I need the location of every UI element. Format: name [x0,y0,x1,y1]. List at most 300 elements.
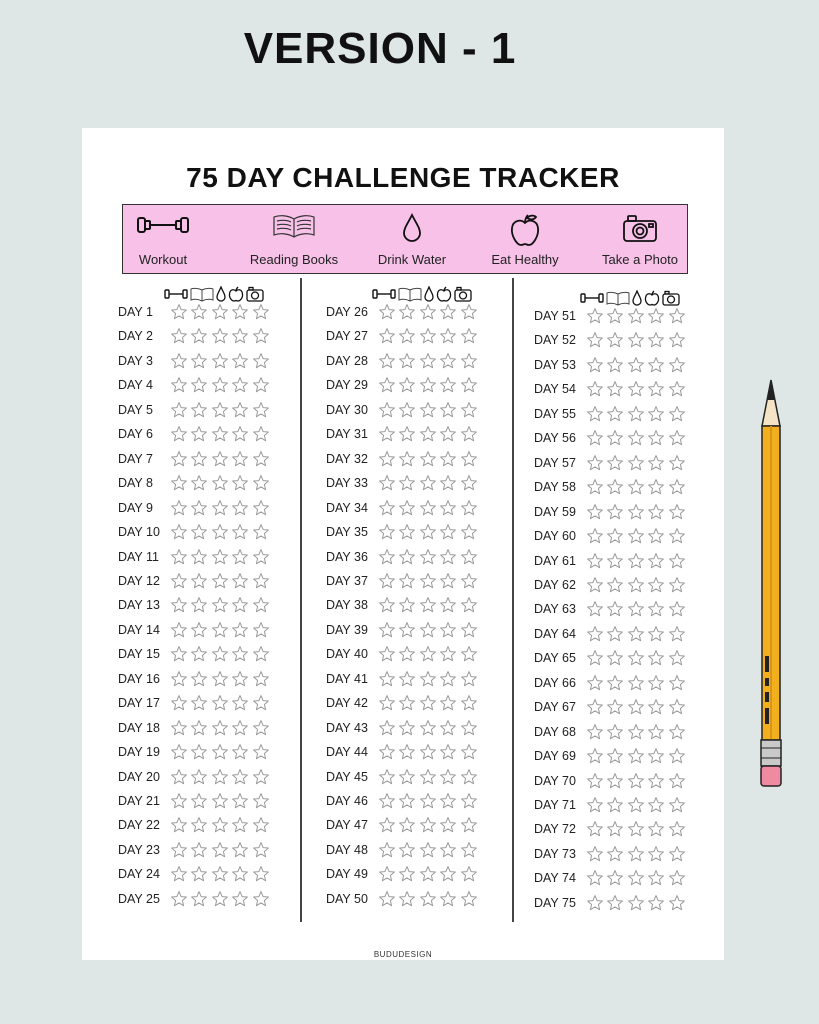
star-checkbox-icon[interactable] [170,352,188,370]
star-checkbox-icon[interactable] [586,747,604,765]
star-checkbox-icon[interactable] [460,621,478,639]
star-checkbox-icon[interactable] [439,548,457,566]
star-checkbox-icon[interactable] [378,768,396,786]
star-checkbox-icon[interactable] [668,796,686,814]
star-checkbox-icon[interactable] [378,572,396,590]
star-checkbox-icon[interactable] [252,768,270,786]
star-checkbox-icon[interactable] [378,352,396,370]
star-checkbox-icon[interactable] [211,645,229,663]
star-checkbox-icon[interactable] [378,645,396,663]
star-checkbox-icon[interactable] [439,743,457,761]
star-checkbox-icon[interactable] [252,303,270,321]
star-checkbox-icon[interactable] [211,865,229,883]
star-checkbox-icon[interactable] [170,743,188,761]
star-checkbox-icon[interactable] [231,499,249,517]
star-checkbox-icon[interactable] [252,645,270,663]
star-checkbox-icon[interactable] [378,450,396,468]
star-checkbox-icon[interactable] [252,352,270,370]
star-checkbox-icon[interactable] [252,865,270,883]
star-checkbox-icon[interactable] [419,841,437,859]
star-checkbox-icon[interactable] [606,454,624,472]
star-checkbox-icon[interactable] [460,352,478,370]
star-checkbox-icon[interactable] [398,352,416,370]
star-checkbox-icon[interactable] [211,841,229,859]
star-checkbox-icon[interactable] [252,694,270,712]
star-checkbox-icon[interactable] [231,816,249,834]
star-checkbox-icon[interactable] [190,474,208,492]
star-checkbox-icon[interactable] [606,478,624,496]
star-checkbox-icon[interactable] [606,649,624,667]
star-checkbox-icon[interactable] [439,719,457,737]
star-checkbox-icon[interactable] [231,572,249,590]
star-checkbox-icon[interactable] [586,796,604,814]
star-checkbox-icon[interactable] [606,625,624,643]
star-checkbox-icon[interactable] [231,719,249,737]
star-checkbox-icon[interactable] [170,816,188,834]
star-checkbox-icon[interactable] [627,478,645,496]
star-checkbox-icon[interactable] [170,548,188,566]
star-checkbox-icon[interactable] [627,503,645,521]
star-checkbox-icon[interactable] [378,596,396,614]
star-checkbox-icon[interactable] [170,670,188,688]
star-checkbox-icon[interactable] [419,572,437,590]
star-checkbox-icon[interactable] [419,743,437,761]
star-checkbox-icon[interactable] [668,869,686,887]
star-checkbox-icon[interactable] [378,621,396,639]
star-checkbox-icon[interactable] [170,401,188,419]
star-checkbox-icon[interactable] [398,743,416,761]
star-checkbox-icon[interactable] [252,376,270,394]
star-checkbox-icon[interactable] [190,890,208,908]
star-checkbox-icon[interactable] [668,405,686,423]
star-checkbox-icon[interactable] [460,596,478,614]
star-checkbox-icon[interactable] [647,405,665,423]
star-checkbox-icon[interactable] [398,621,416,639]
star-checkbox-icon[interactable] [439,768,457,786]
star-checkbox-icon[interactable] [586,698,604,716]
star-checkbox-icon[interactable] [606,894,624,912]
star-checkbox-icon[interactable] [170,523,188,541]
star-checkbox-icon[interactable] [378,523,396,541]
star-checkbox-icon[interactable] [606,307,624,325]
star-checkbox-icon[interactable] [668,576,686,594]
star-checkbox-icon[interactable] [647,772,665,790]
star-checkbox-icon[interactable] [460,401,478,419]
star-checkbox-icon[interactable] [190,768,208,786]
star-checkbox-icon[interactable] [460,768,478,786]
star-checkbox-icon[interactable] [190,670,208,688]
star-checkbox-icon[interactable] [252,548,270,566]
star-checkbox-icon[interactable] [627,698,645,716]
star-checkbox-icon[interactable] [460,670,478,688]
star-checkbox-icon[interactable] [606,698,624,716]
star-checkbox-icon[interactable] [586,576,604,594]
star-checkbox-icon[interactable] [439,596,457,614]
star-checkbox-icon[interactable] [668,772,686,790]
star-checkbox-icon[interactable] [190,645,208,663]
star-checkbox-icon[interactable] [419,865,437,883]
star-checkbox-icon[interactable] [398,548,416,566]
star-checkbox-icon[interactable] [252,816,270,834]
star-checkbox-icon[interactable] [419,792,437,810]
star-checkbox-icon[interactable] [606,380,624,398]
star-checkbox-icon[interactable] [647,307,665,325]
star-checkbox-icon[interactable] [627,674,645,692]
star-checkbox-icon[interactable] [378,890,396,908]
star-checkbox-icon[interactable] [231,474,249,492]
star-checkbox-icon[interactable] [647,723,665,741]
star-checkbox-icon[interactable] [460,792,478,810]
star-checkbox-icon[interactable] [378,841,396,859]
star-checkbox-icon[interactable] [211,621,229,639]
star-checkbox-icon[interactable] [627,527,645,545]
star-checkbox-icon[interactable] [170,572,188,590]
star-checkbox-icon[interactable] [190,621,208,639]
star-checkbox-icon[interactable] [586,356,604,374]
star-checkbox-icon[interactable] [606,820,624,838]
star-checkbox-icon[interactable] [190,401,208,419]
star-checkbox-icon[interactable] [190,376,208,394]
star-checkbox-icon[interactable] [439,841,457,859]
star-checkbox-icon[interactable] [252,670,270,688]
star-checkbox-icon[interactable] [439,523,457,541]
star-checkbox-icon[interactable] [378,816,396,834]
star-checkbox-icon[interactable] [252,499,270,517]
star-checkbox-icon[interactable] [439,376,457,394]
star-checkbox-icon[interactable] [419,523,437,541]
star-checkbox-icon[interactable] [398,327,416,345]
star-checkbox-icon[interactable] [170,499,188,517]
star-checkbox-icon[interactable] [460,645,478,663]
star-checkbox-icon[interactable] [586,380,604,398]
star-checkbox-icon[interactable] [647,454,665,472]
star-checkbox-icon[interactable] [398,450,416,468]
star-checkbox-icon[interactable] [668,747,686,765]
star-checkbox-icon[interactable] [627,307,645,325]
star-checkbox-icon[interactable] [586,405,604,423]
star-checkbox-icon[interactable] [252,743,270,761]
star-checkbox-icon[interactable] [211,523,229,541]
star-checkbox-icon[interactable] [460,450,478,468]
star-checkbox-icon[interactable] [419,890,437,908]
star-checkbox-icon[interactable] [586,307,604,325]
star-checkbox-icon[interactable] [419,816,437,834]
star-checkbox-icon[interactable] [668,503,686,521]
star-checkbox-icon[interactable] [231,645,249,663]
star-checkbox-icon[interactable] [439,621,457,639]
star-checkbox-icon[interactable] [419,596,437,614]
star-checkbox-icon[interactable] [647,674,665,692]
star-checkbox-icon[interactable] [439,425,457,443]
star-checkbox-icon[interactable] [252,719,270,737]
star-checkbox-icon[interactable] [170,621,188,639]
star-checkbox-icon[interactable] [606,503,624,521]
star-checkbox-icon[interactable] [647,380,665,398]
star-checkbox-icon[interactable] [211,743,229,761]
star-checkbox-icon[interactable] [439,816,457,834]
star-checkbox-icon[interactable] [647,820,665,838]
star-checkbox-icon[interactable] [419,425,437,443]
star-checkbox-icon[interactable] [398,401,416,419]
star-checkbox-icon[interactable] [647,845,665,863]
star-checkbox-icon[interactable] [647,576,665,594]
star-checkbox-icon[interactable] [606,747,624,765]
star-checkbox-icon[interactable] [231,670,249,688]
star-checkbox-icon[interactable] [190,425,208,443]
star-checkbox-icon[interactable] [252,327,270,345]
star-checkbox-icon[interactable] [378,670,396,688]
star-checkbox-icon[interactable] [211,425,229,443]
star-checkbox-icon[interactable] [606,772,624,790]
star-checkbox-icon[interactable] [190,327,208,345]
star-checkbox-icon[interactable] [398,865,416,883]
star-checkbox-icon[interactable] [211,401,229,419]
star-checkbox-icon[interactable] [252,792,270,810]
star-checkbox-icon[interactable] [190,572,208,590]
star-checkbox-icon[interactable] [190,865,208,883]
star-checkbox-icon[interactable] [211,596,229,614]
star-checkbox-icon[interactable] [252,523,270,541]
star-checkbox-icon[interactable] [460,865,478,883]
star-checkbox-icon[interactable] [668,454,686,472]
star-checkbox-icon[interactable] [398,694,416,712]
star-checkbox-icon[interactable] [398,474,416,492]
star-checkbox-icon[interactable] [460,327,478,345]
star-checkbox-icon[interactable] [460,694,478,712]
star-checkbox-icon[interactable] [170,792,188,810]
star-checkbox-icon[interactable] [190,352,208,370]
star-checkbox-icon[interactable] [378,694,396,712]
star-checkbox-icon[interactable] [606,674,624,692]
star-checkbox-icon[interactable] [627,600,645,618]
star-checkbox-icon[interactable] [419,450,437,468]
star-checkbox-icon[interactable] [190,596,208,614]
star-checkbox-icon[interactable] [398,499,416,517]
star-checkbox-icon[interactable] [190,450,208,468]
star-checkbox-icon[interactable] [627,894,645,912]
star-checkbox-icon[interactable] [211,670,229,688]
star-checkbox-icon[interactable] [460,425,478,443]
star-checkbox-icon[interactable] [460,523,478,541]
star-checkbox-icon[interactable] [252,474,270,492]
star-checkbox-icon[interactable] [231,523,249,541]
star-checkbox-icon[interactable] [378,792,396,810]
star-checkbox-icon[interactable] [398,768,416,786]
star-checkbox-icon[interactable] [606,576,624,594]
star-checkbox-icon[interactable] [190,792,208,810]
star-checkbox-icon[interactable] [586,820,604,838]
star-checkbox-icon[interactable] [439,401,457,419]
star-checkbox-icon[interactable] [668,478,686,496]
star-checkbox-icon[interactable] [627,380,645,398]
star-checkbox-icon[interactable] [378,327,396,345]
star-checkbox-icon[interactable] [190,816,208,834]
star-checkbox-icon[interactable] [647,356,665,374]
star-checkbox-icon[interactable] [606,527,624,545]
star-checkbox-icon[interactable] [419,401,437,419]
star-checkbox-icon[interactable] [211,303,229,321]
star-checkbox-icon[interactable] [419,694,437,712]
star-checkbox-icon[interactable] [378,719,396,737]
star-checkbox-icon[interactable] [231,865,249,883]
star-checkbox-icon[interactable] [668,674,686,692]
star-checkbox-icon[interactable] [190,694,208,712]
star-checkbox-icon[interactable] [190,719,208,737]
star-checkbox-icon[interactable] [398,670,416,688]
star-checkbox-icon[interactable] [211,352,229,370]
star-checkbox-icon[interactable] [439,499,457,517]
star-checkbox-icon[interactable] [170,327,188,345]
star-checkbox-icon[interactable] [460,572,478,590]
star-checkbox-icon[interactable] [170,450,188,468]
star-checkbox-icon[interactable] [190,499,208,517]
star-checkbox-icon[interactable] [627,723,645,741]
star-checkbox-icon[interactable] [170,425,188,443]
star-checkbox-icon[interactable] [231,401,249,419]
star-checkbox-icon[interactable] [378,548,396,566]
star-checkbox-icon[interactable] [606,331,624,349]
star-checkbox-icon[interactable] [647,698,665,716]
star-checkbox-icon[interactable] [647,894,665,912]
star-checkbox-icon[interactable] [668,845,686,863]
star-checkbox-icon[interactable] [439,352,457,370]
star-checkbox-icon[interactable] [231,841,249,859]
star-checkbox-icon[interactable] [252,890,270,908]
star-checkbox-icon[interactable] [586,478,604,496]
star-checkbox-icon[interactable] [627,576,645,594]
star-checkbox-icon[interactable] [252,450,270,468]
star-checkbox-icon[interactable] [419,352,437,370]
star-checkbox-icon[interactable] [378,425,396,443]
star-checkbox-icon[interactable] [231,303,249,321]
star-checkbox-icon[interactable] [586,625,604,643]
star-checkbox-icon[interactable] [606,405,624,423]
star-checkbox-icon[interactable] [211,499,229,517]
star-checkbox-icon[interactable] [252,621,270,639]
star-checkbox-icon[interactable] [398,719,416,737]
star-checkbox-icon[interactable] [398,890,416,908]
star-checkbox-icon[interactable] [378,865,396,883]
star-checkbox-icon[interactable] [460,303,478,321]
star-checkbox-icon[interactable] [439,303,457,321]
star-checkbox-icon[interactable] [668,894,686,912]
star-checkbox-icon[interactable] [586,869,604,887]
star-checkbox-icon[interactable] [460,890,478,908]
star-checkbox-icon[interactable] [668,625,686,643]
star-checkbox-icon[interactable] [398,596,416,614]
star-checkbox-icon[interactable] [231,450,249,468]
star-checkbox-icon[interactable] [231,352,249,370]
star-checkbox-icon[interactable] [668,649,686,667]
star-checkbox-icon[interactable] [627,649,645,667]
star-checkbox-icon[interactable] [378,401,396,419]
star-checkbox-icon[interactable] [606,796,624,814]
star-checkbox-icon[interactable] [398,816,416,834]
star-checkbox-icon[interactable] [586,454,604,472]
star-checkbox-icon[interactable] [627,331,645,349]
star-checkbox-icon[interactable] [231,596,249,614]
star-checkbox-icon[interactable] [211,376,229,394]
star-checkbox-icon[interactable] [460,548,478,566]
star-checkbox-icon[interactable] [586,331,604,349]
star-checkbox-icon[interactable] [668,723,686,741]
star-checkbox-icon[interactable] [460,841,478,859]
star-checkbox-icon[interactable] [627,869,645,887]
star-checkbox-icon[interactable] [668,429,686,447]
star-checkbox-icon[interactable] [586,772,604,790]
star-checkbox-icon[interactable] [606,429,624,447]
star-checkbox-icon[interactable] [586,600,604,618]
star-checkbox-icon[interactable] [586,723,604,741]
star-checkbox-icon[interactable] [647,747,665,765]
star-checkbox-icon[interactable] [378,303,396,321]
star-checkbox-icon[interactable] [668,600,686,618]
star-checkbox-icon[interactable] [647,796,665,814]
star-checkbox-icon[interactable] [190,548,208,566]
star-checkbox-icon[interactable] [378,376,396,394]
star-checkbox-icon[interactable] [170,768,188,786]
star-checkbox-icon[interactable] [398,303,416,321]
star-checkbox-icon[interactable] [647,429,665,447]
star-checkbox-icon[interactable] [252,425,270,443]
star-checkbox-icon[interactable] [398,523,416,541]
star-checkbox-icon[interactable] [627,454,645,472]
star-checkbox-icon[interactable] [170,865,188,883]
star-checkbox-icon[interactable] [460,474,478,492]
star-checkbox-icon[interactable] [231,743,249,761]
star-checkbox-icon[interactable] [647,552,665,570]
star-checkbox-icon[interactable] [460,499,478,517]
star-checkbox-icon[interactable] [398,841,416,859]
star-checkbox-icon[interactable] [419,621,437,639]
star-checkbox-icon[interactable] [439,670,457,688]
star-checkbox-icon[interactable] [439,890,457,908]
star-checkbox-icon[interactable] [170,694,188,712]
star-checkbox-icon[interactable] [460,816,478,834]
star-checkbox-icon[interactable] [170,596,188,614]
star-checkbox-icon[interactable] [586,845,604,863]
star-checkbox-icon[interactable] [668,331,686,349]
star-checkbox-icon[interactable] [460,719,478,737]
star-checkbox-icon[interactable] [170,474,188,492]
star-checkbox-icon[interactable] [419,768,437,786]
star-checkbox-icon[interactable] [606,723,624,741]
star-checkbox-icon[interactable] [439,694,457,712]
star-checkbox-icon[interactable] [419,548,437,566]
star-checkbox-icon[interactable] [668,698,686,716]
star-checkbox-icon[interactable] [231,327,249,345]
star-checkbox-icon[interactable] [170,841,188,859]
star-checkbox-icon[interactable] [190,841,208,859]
star-checkbox-icon[interactable] [586,674,604,692]
star-checkbox-icon[interactable] [252,572,270,590]
star-checkbox-icon[interactable] [460,376,478,394]
star-checkbox-icon[interactable] [647,649,665,667]
star-checkbox-icon[interactable] [419,474,437,492]
star-checkbox-icon[interactable] [606,356,624,374]
star-checkbox-icon[interactable] [170,890,188,908]
star-checkbox-icon[interactable] [190,303,208,321]
star-checkbox-icon[interactable] [627,552,645,570]
star-checkbox-icon[interactable] [419,670,437,688]
star-checkbox-icon[interactable] [439,792,457,810]
star-checkbox-icon[interactable] [231,425,249,443]
star-checkbox-icon[interactable] [627,845,645,863]
star-checkbox-icon[interactable] [190,523,208,541]
star-checkbox-icon[interactable] [398,572,416,590]
star-checkbox-icon[interactable] [647,600,665,618]
star-checkbox-icon[interactable] [231,548,249,566]
